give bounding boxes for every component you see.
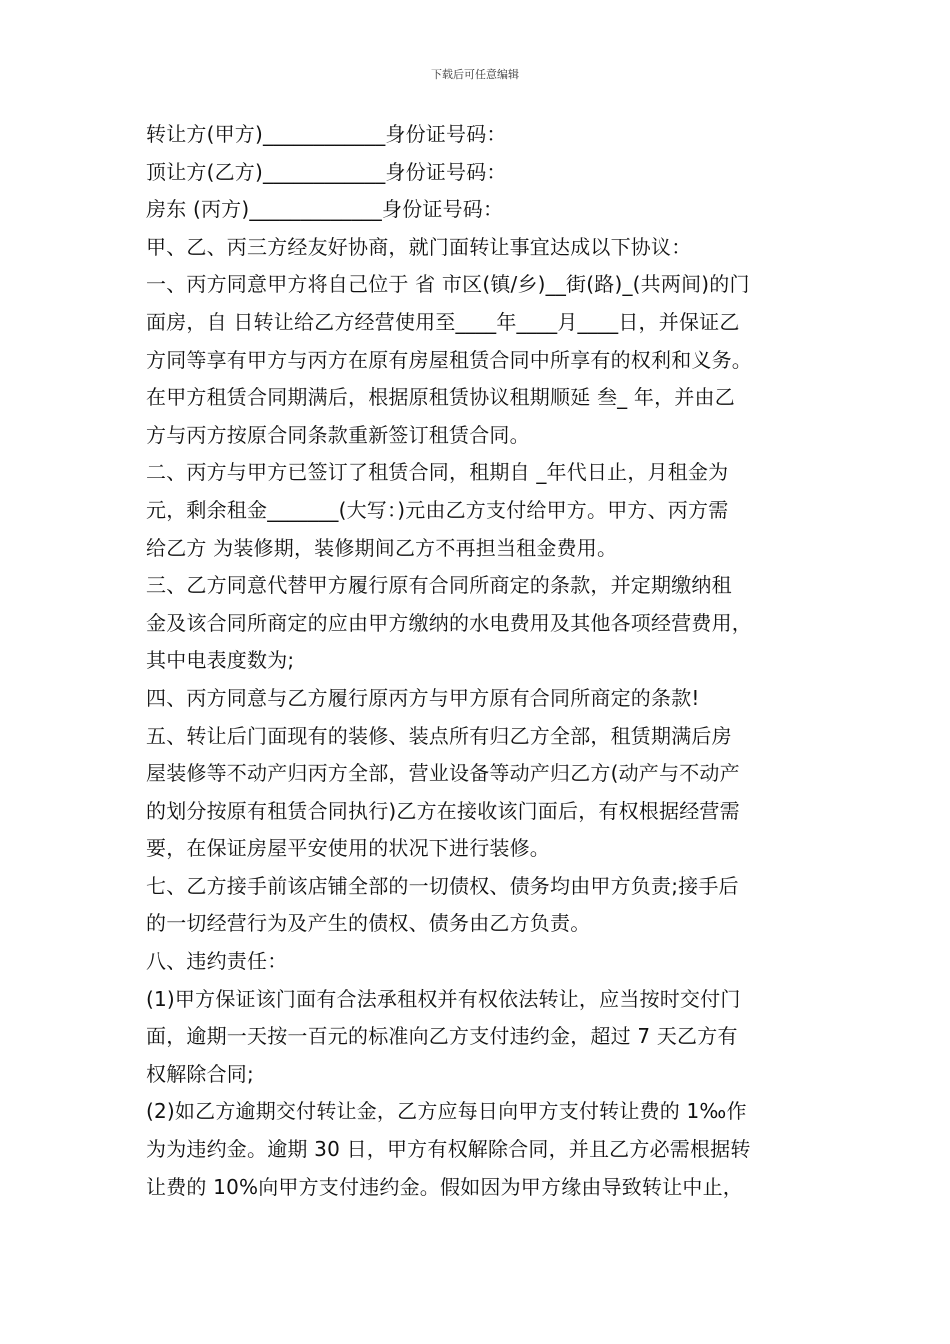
text-line: 权解除合同;	[146, 1061, 254, 1086]
text-line: 顶让方(乙方)____________身份证号码：	[146, 159, 507, 184]
agreement-body	[146, 116, 822, 1206]
text-line: 甲、乙、丙三方经友好协商，就门面转让事宜达成以下协议：	[146, 234, 692, 259]
text-line: 房东 (丙方)_____________身份证号码：	[146, 197, 504, 222]
text-line: 屋装修等不动产归丙方全部，营业设备等动产归乙方(动产与不动产	[146, 761, 740, 786]
text-line: 为为违约金。逾期 30 日，甲方有权解除合同，并且乙方必需根据转	[146, 1137, 751, 1162]
text-line: 的划分按原有租赁合同执行)乙方在接收该门面后，有权根据经营需	[146, 798, 740, 823]
text-line: 转让方(甲方)____________身份证号码：	[146, 122, 507, 146]
text-line: 一、丙方同意甲方将自己位于 省 市区(镇/乡)__街(路)_(共两间)的门	[146, 272, 750, 297]
text-line: 面房，自 日转让给乙方经营使用至____年____月____日，并保证乙	[146, 309, 740, 334]
text-line: 给乙方 为装修期，装修期间乙方不再担当租金费用。	[146, 535, 618, 560]
text-line: 七、乙方接手前该店铺全部的一切债权、债务均由甲方负责;接手后	[146, 873, 739, 898]
text-line: 方同等享有甲方与丙方在原有房屋租赁合同中所享有的权利和义务。	[146, 347, 752, 372]
text-line: 面，逾期一天按一百元的标准向乙方支付违约金，超过 7 天乙方有	[146, 1024, 738, 1049]
text-line: (1)甲方保证该门面有合法承租权并有权依法转让，应当按时交付门	[146, 986, 741, 1011]
text-line: 三、乙方同意代替甲方履行原有合同所商定的条款，并定期缴纳租	[146, 573, 732, 598]
text-line: 四、丙方同意与乙方履行原丙方与甲方原有合同所商定的条款!	[146, 685, 700, 710]
text-line: 其中电表度数为;	[146, 648, 295, 673]
text-line: (2)如乙方逾期交付转让金，乙方应每日向甲方支付转让费的 1‰作	[146, 1099, 747, 1124]
page-header-note: 下载后可任意编辑	[431, 68, 519, 81]
text-line: 要，在保证房屋平安使用的状况下进行装修。	[146, 836, 550, 861]
text-line: 元，剩余租金_______(大写：)元由乙方支付给甲方。甲方、丙方需	[146, 497, 729, 522]
text-line: 五、转让后门面现有的装修、装点所有归乙方全部，租赁期满后房	[146, 723, 732, 748]
text-line: 方与丙方按原合同条款重新签订租赁合同。	[146, 422, 530, 447]
text-line: 八、违约责任：	[146, 949, 288, 974]
text-line: 二、丙方与甲方已签订了租赁合同，租期自 _年代日止，月租金为	[146, 460, 729, 485]
text-line: 的一切经营行为及产生的债权、债务由乙方负责。	[146, 911, 591, 936]
text-line: 在甲方租赁合同期满后，根据原租赁协议租期顺延 叁_ 年，并由乙	[146, 385, 735, 410]
text-line: 让费的 10%向甲方支付违约金。假如因为甲方缘由导致转让中止，	[146, 1174, 744, 1199]
text-line: 金及该合同所商定的应由甲方缴纳的水电费用及其他各项经营费用，	[146, 610, 752, 635]
